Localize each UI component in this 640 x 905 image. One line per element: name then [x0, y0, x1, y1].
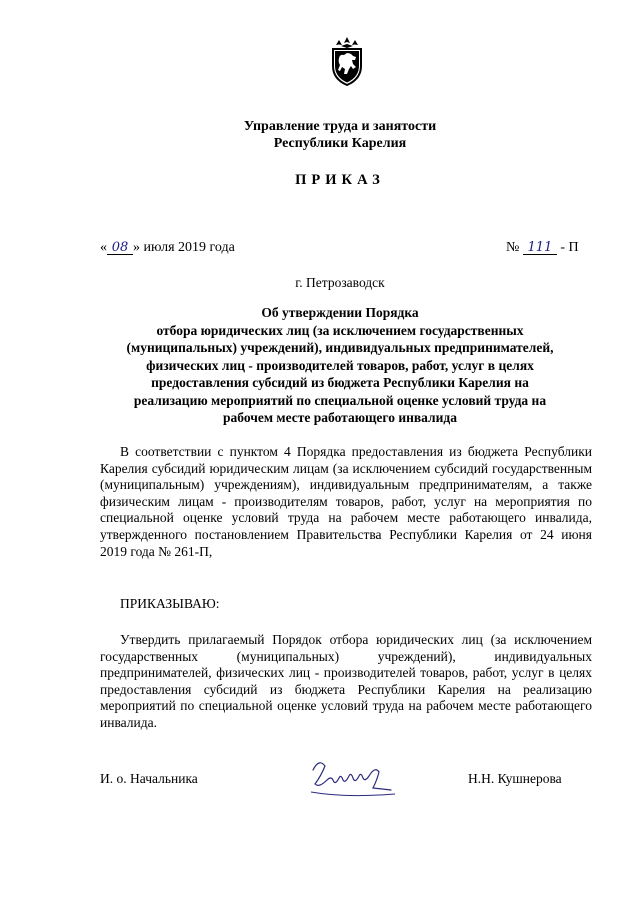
document-type: ПРИКАЗ	[295, 172, 385, 188]
signatory-position: И. о. Начальника	[100, 771, 198, 786]
organization-name	[90, 118, 590, 152]
document-number	[506, 240, 579, 256]
handwritten-signature-icon	[305, 754, 405, 802]
order-word: ПРИКАЗЫВАЮ:	[120, 596, 220, 611]
body-paragraph-basis: В соответствии с пунктом 4 Порядка предоставления из бюджета Республики Карелия субсидий юридическим лицам (за исключением субсидий государственным (муниципальным) учреждениям), индивидуальным предпринимателям, а также физическим лицам - производителям товаров, работ, услуг на мероприятия по специальной оценке условий труда на рабочем месте работающего инвалида, утвержденного постановлением Правительства Республики Карелия от 24 июня 2019 года № 261-П,	[100, 444, 592, 559]
number-suffix: - П	[560, 240, 579, 255]
date-rest: » июля 2019 года	[133, 240, 235, 255]
organization-name-line2: Республики Карелия	[273, 136, 407, 151]
signatory-name: Н.Н. Кушнерова	[468, 771, 562, 786]
coat-of-arms-icon	[327, 36, 367, 86]
subject-line: реализацию мероприятий по специальной оценке условий труда на	[133, 392, 547, 408]
number-label: №	[506, 240, 520, 255]
subject-line: Об утверждении Порядка	[261, 305, 419, 320]
document-date	[100, 240, 235, 256]
subject-line: рабочем месте работающего инвалида	[223, 410, 457, 425]
subject-line: предоставления субсидий из бюджета Республики Карелия на	[151, 375, 529, 390]
body-paragraph-order: Утвердить прилагаемый Порядок отбора юридических лиц (за исключением государственных (муниципальных) учреждений), индивидуальных предпринимателей, физических лиц - производителей товаров, работ, услуг в целях предоставления субсидий из бюджета Республики Карелия на реализацию мероприятий по специальной оценке условий труда на рабочем месте работающего инвалида.	[100, 632, 592, 730]
document-subject	[100, 304, 580, 427]
date-open-quote: «	[100, 240, 107, 255]
organization-name-line1: Управление труда и занятости	[243, 119, 437, 134]
subject-line: (муниципальных) учреждений), индивидуальных предпринимателей,	[126, 340, 554, 355]
city: г. Петрозаводск	[295, 275, 385, 290]
subject-line: отбора юридических лиц (за исключением государственных	[156, 322, 524, 338]
subject-line: физических лиц - производителей товаров, работ, услуг в целях	[146, 357, 534, 373]
number-value-handwritten: 111	[523, 241, 557, 255]
date-day-handwritten: 08	[107, 241, 133, 255]
